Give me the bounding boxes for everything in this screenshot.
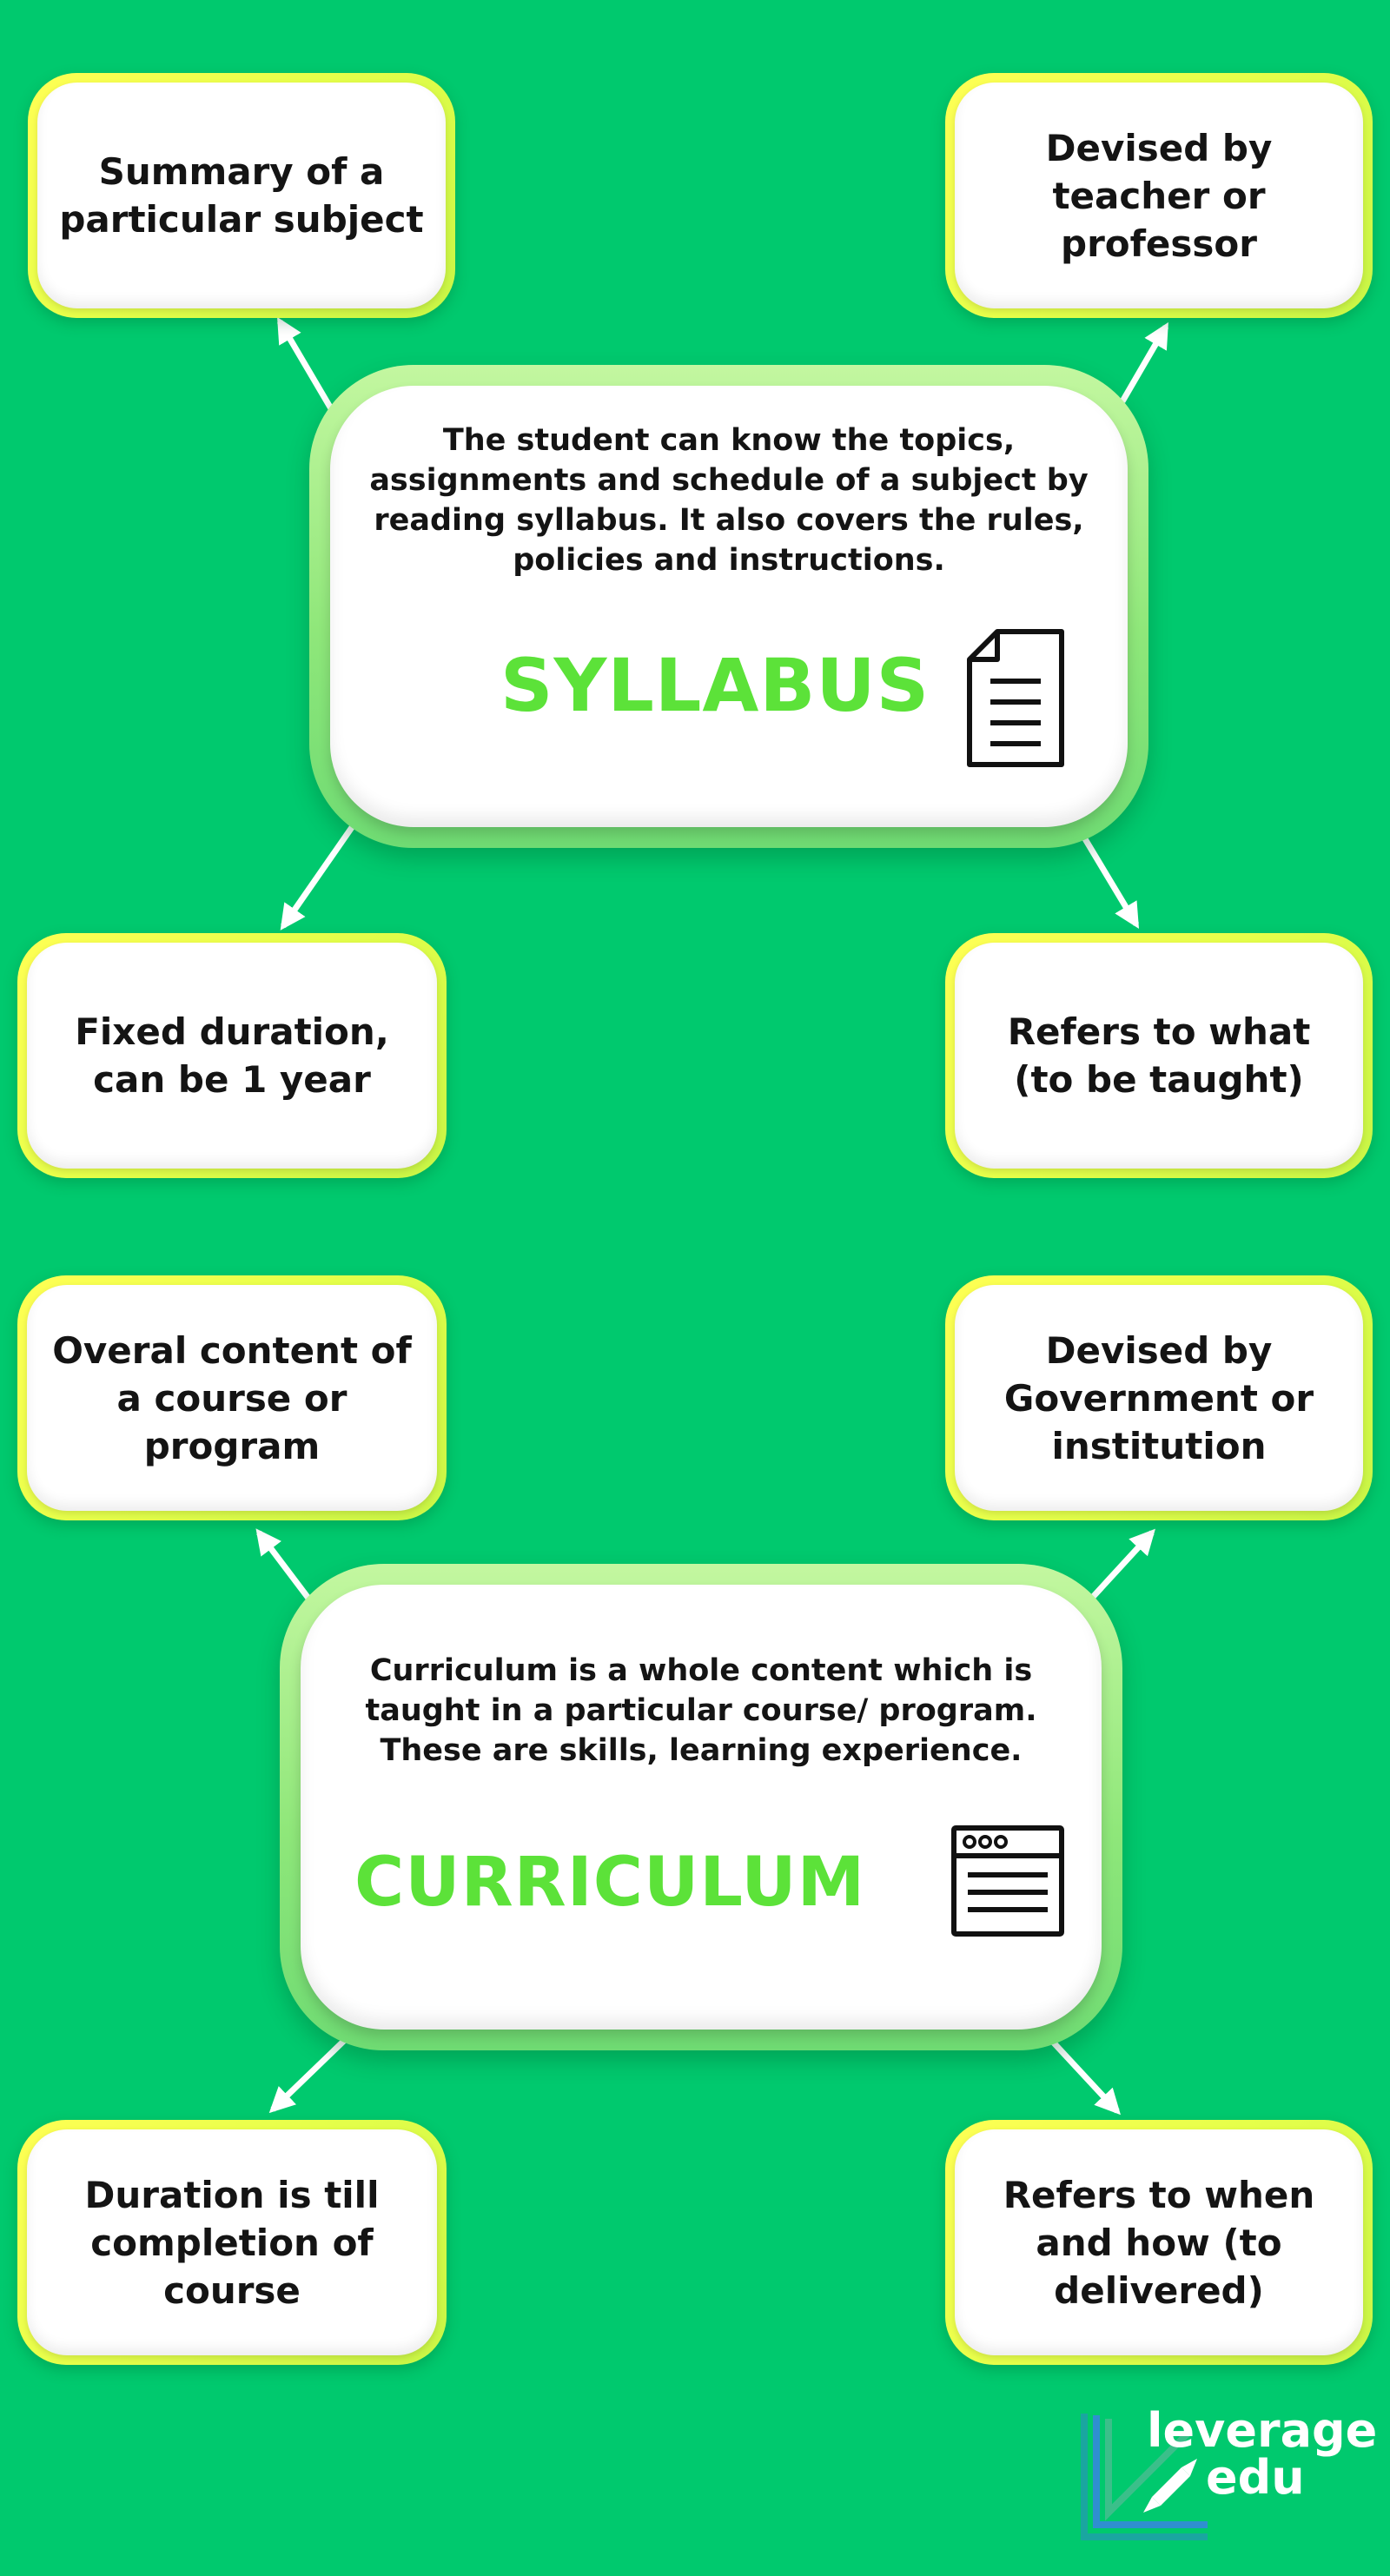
syllabus-devised-box (945, 73, 1373, 318)
curriculum-main-box (280, 1564, 1122, 2050)
syllabus-description: The student can know the topics, assignments and schedule of a subject by reading syllabus. It also covers the rules, policies and instructions. (369, 423, 1089, 578)
curriculum-devised-text: Devised by Government or institution (1003, 1328, 1314, 1467)
syllabus-title: SYLLABUS (500, 643, 930, 728)
curriculum-refers-box (945, 2120, 1373, 2365)
arrow-to-syllabus-devised (1122, 327, 1166, 401)
curriculum-content-box (17, 1275, 447, 1520)
curriculum-duration-text: Duration is till completion of course (84, 2173, 380, 2312)
document-icon (964, 627, 1067, 770)
syllabus-main-box (309, 365, 1148, 848)
syllabus-summary-box (28, 73, 455, 318)
logo-line2: edu (1206, 2450, 1305, 2505)
curriculum-title: CURRICULUM (354, 1844, 866, 1922)
arrow-to-syllabus-summary (280, 321, 332, 410)
syllabus-duration-box (17, 933, 447, 1178)
logo-line1: leverage (1147, 2403, 1378, 2458)
leverage-edu-logo (1077, 2403, 1378, 2554)
syllabus-summary-text: Summary of a particular subject (59, 150, 424, 241)
curriculum-description: Curriculum is a whole content which is taught in a particular course/ program. These are skills, learning experience. (365, 1653, 1037, 1768)
curriculum-devised-box (945, 1275, 1373, 1520)
curriculum-refers-text: Refers to when and how (to delivered) (1003, 2173, 1315, 2312)
arrow-to-syllabus-refers (1084, 838, 1136, 924)
syllabus-refers-box (945, 933, 1373, 1178)
arrow-to-syllabus-duration (283, 824, 354, 926)
browser-window-icon (950, 1824, 1065, 1937)
syllabus-devised-text: Devised by teacher or professor (1045, 126, 1273, 265)
curriculum-content-text: Overal content of a course or program (52, 1328, 412, 1467)
syllabus-duration-text: Fixed duration, can be 1 year (75, 1010, 389, 1101)
curriculum-duration-box (17, 2120, 447, 2365)
syllabus-refers-text: Refers to what (to be taught) (1007, 1010, 1311, 1101)
